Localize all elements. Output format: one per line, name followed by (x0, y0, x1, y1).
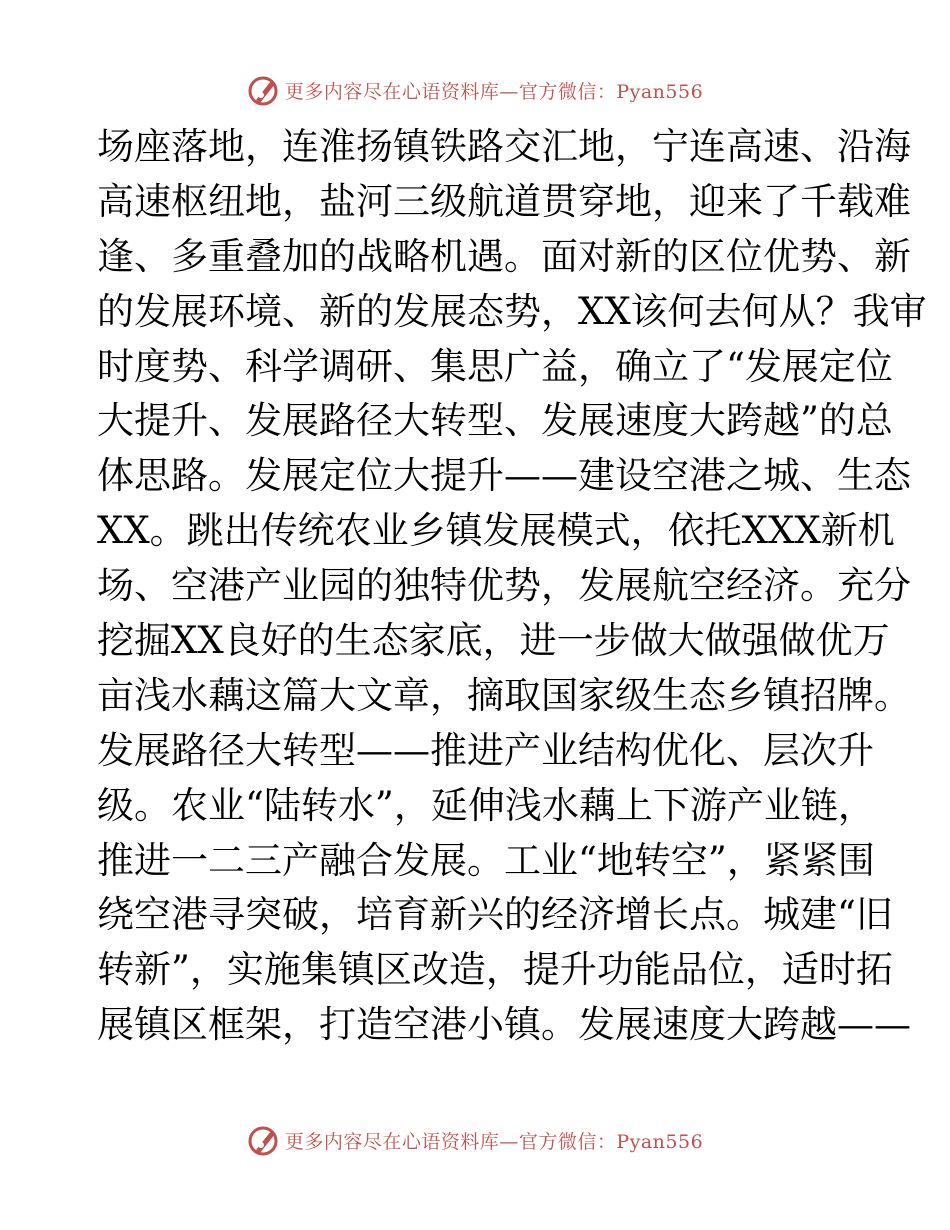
header-banner-text: 更多内容尽在心语资料库—官方微信：Pyan556 (284, 80, 704, 103)
text-line: 挖掘XX良好的生态家底，进一步做大做强做优万 (97, 619, 890, 663)
text-line: 推进一二三产融合发展。工业“地转空”，紧紧围 (97, 838, 875, 882)
text-line: 大提升、发展路径大转型、发展速度大跨越”的总 (97, 399, 893, 443)
text-line: 的发展环境、新的发展态势，XX该何去何从？我审 (97, 289, 927, 333)
header-banner (0, 70, 950, 110)
footer-banner (0, 1120, 950, 1160)
text-line: 发展路径大转型——推进产业结构优化、层次升 (97, 728, 874, 772)
pen-circle-logo-icon (247, 1123, 281, 1157)
pen-circle-logo-icon (247, 73, 281, 107)
text-line: 体思路。发展定位大提升——建设空港之城、生态 (97, 454, 911, 498)
body-text (97, 120, 927, 1053)
text-line: 高速枢纽地，盐河三级航道贯穿地，迎来了千载难 (97, 179, 911, 223)
text-line: 时度势、科学调研、集思广益，确立了“发展定位 (97, 344, 893, 388)
text-line: 逢、多重叠加的战略机遇。面对新的区位优势、新 (97, 234, 911, 278)
text-line: 转新”，实施集镇区改造，提升功能品位，适时拓 (97, 948, 893, 992)
text-line: 亩浅水藕这篇大文章，摘取国家级生态乡镇招牌。 (97, 673, 911, 717)
text-line: 场、空港产业园的独特优势，发展航空经济。充分 (97, 564, 911, 608)
footer-banner-text: 更多内容尽在心语资料库—官方微信：Pyan556 (284, 1130, 704, 1153)
text-line: 场座落地，连淮扬镇铁路交汇地，宁连高速、沿海 (97, 125, 911, 168)
text-line: 级。农业“陆转水”，延伸浅水藕上下游产业链， (97, 783, 875, 827)
text-line: 绕空港寻突破，培育新兴的经济增长点。城建“旧 (97, 893, 893, 937)
text-line: 展镇区框架，打造空港小镇。发展速度大跨越—— (97, 1003, 911, 1047)
text-line: XX。跳出传统农业乡镇发展模式，依托XXX新机 (97, 509, 895, 553)
